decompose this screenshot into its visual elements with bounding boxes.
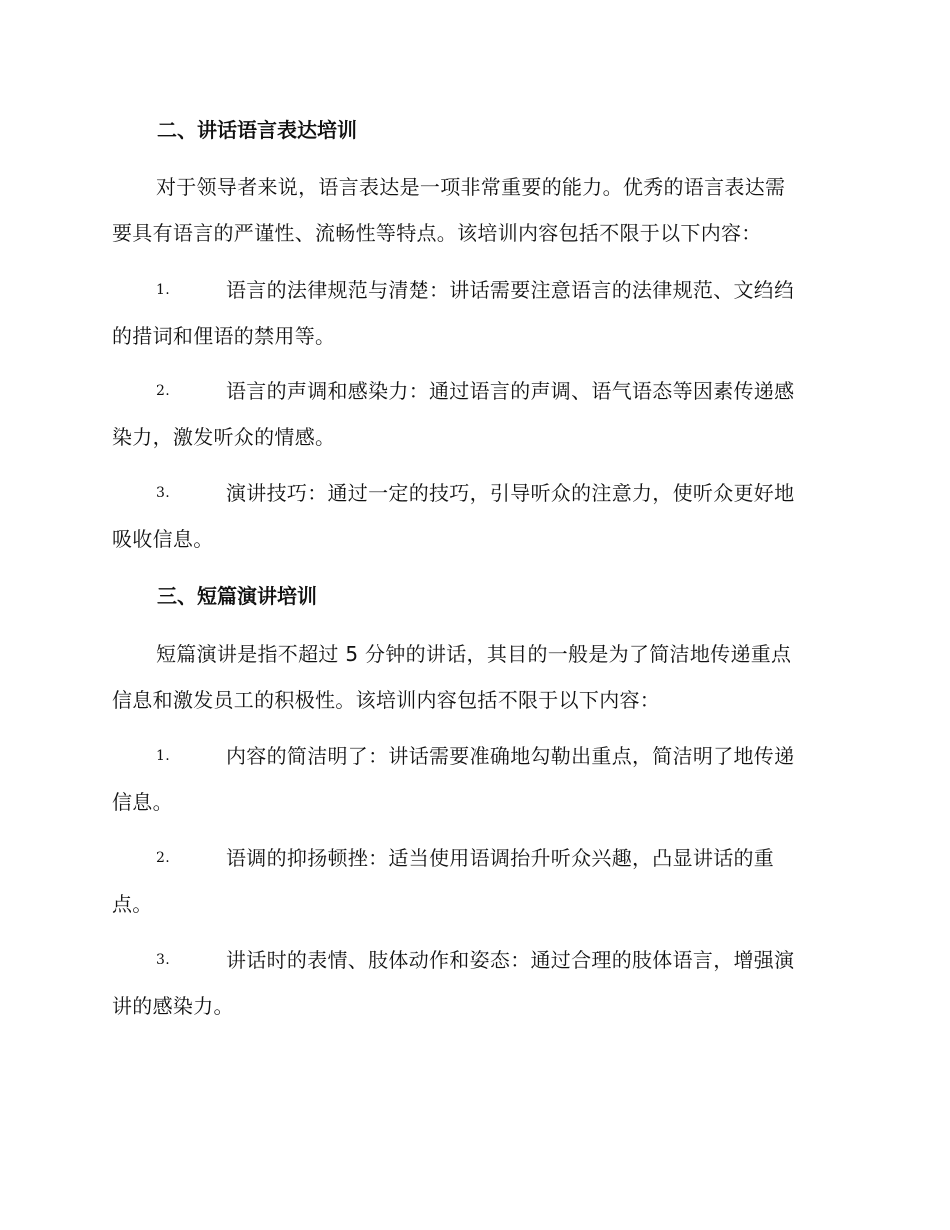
list-item-text: 演讲技巧：通过一定的技巧，引导听众的注意力，使听众更好地 — [226, 481, 795, 505]
section-heading: 三、短篇演讲培训 — [157, 584, 317, 608]
list-number: 2. — [156, 383, 170, 399]
list-number: 3. — [156, 952, 170, 968]
intro-line: 短篇演讲是指不超过 5 分钟的讲话，其目的一般是为了简洁地传递重点 — [156, 642, 792, 666]
list-item — [112, 470, 836, 562]
section-intro-paragraph — [112, 164, 836, 256]
list-number: 1. — [156, 282, 170, 298]
section-heading: 二、讲话语言表达培训 — [157, 118, 357, 142]
section-intro-paragraph — [112, 631, 836, 723]
intro-line: 对于领导者来说，语言表达是一项非常重要的能力。优秀的语言表达需 — [156, 175, 786, 199]
list-item — [112, 267, 836, 359]
list-item-text: 讲的感染力。 — [112, 994, 234, 1018]
list-item — [112, 733, 836, 825]
intro-line: 信息和激发员工的积极性。该培训内容包括不限于以下内容： — [112, 688, 661, 712]
list-number: 3. — [156, 485, 170, 501]
list-item — [112, 835, 836, 927]
list-item-text: 语言的法律规范与清楚：讲话需要注意语言的法律规范、文绉绉 — [226, 278, 795, 302]
list-item-text: 讲话时的表情、肢体动作和姿态：通过合理的肢体语言，增强演 — [226, 948, 795, 972]
list-item-text: 语言的声调和感染力：通过语言的声调、语气语态等因素传递感 — [226, 379, 795, 403]
intro-line: 要具有语言的严谨性、流畅性等特点。该培训内容包括不限于以下内容： — [112, 221, 762, 245]
list-number: 2. — [156, 850, 170, 866]
list-item-text: 染力，激发听众的情感。 — [112, 425, 336, 449]
list-item-text: 语调的抑扬顿挫：适当使用语调抬升听众兴趣，凸显讲话的重 — [226, 846, 775, 870]
list-item-text: 信息。 — [112, 790, 173, 814]
list-number: 1. — [156, 748, 170, 764]
list-item-text: 的措词和俚语的禁用等。 — [112, 324, 336, 348]
list-item-text: 内容的简洁明了：讲话需要准确地勾勒出重点，简洁明了地传递 — [226, 744, 795, 768]
list-item — [112, 937, 836, 1029]
list-item — [112, 368, 836, 460]
list-item-text: 点。 — [112, 892, 153, 916]
list-item-text: 吸收信息。 — [112, 527, 214, 551]
